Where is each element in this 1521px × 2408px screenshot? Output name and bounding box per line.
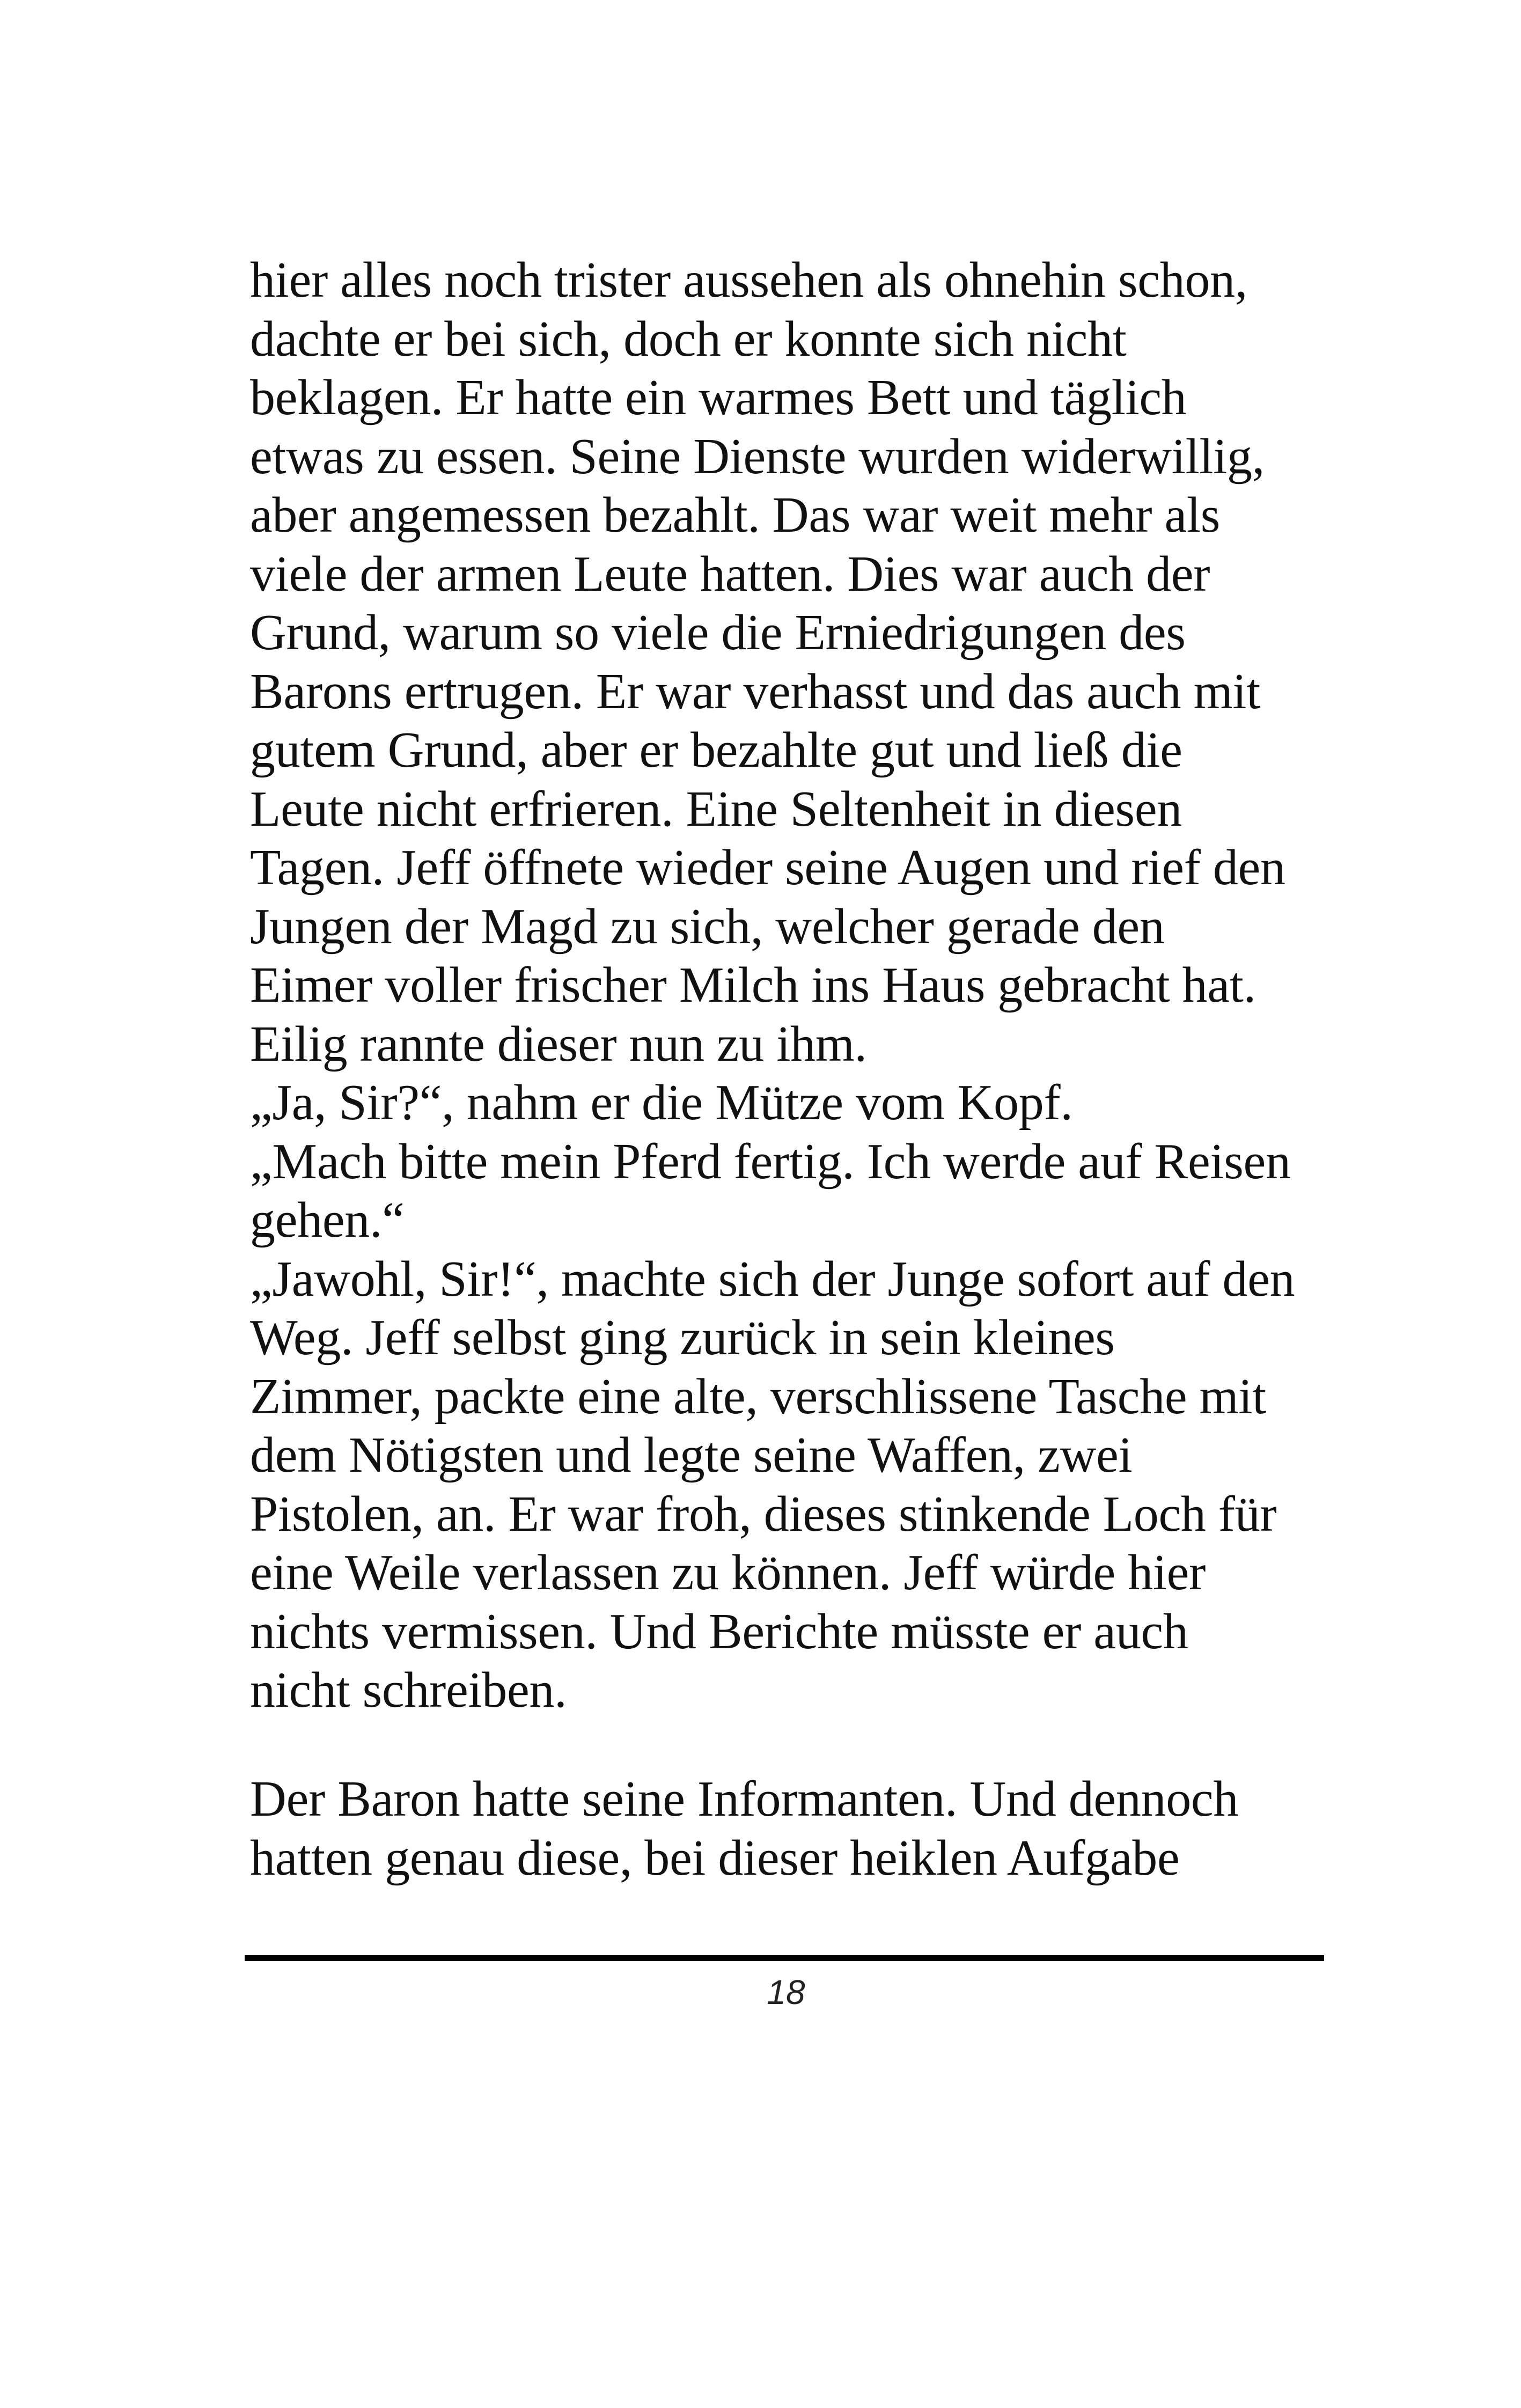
footer-divider [245,1955,1324,1961]
text-line: „Ja, Sir?“, nahm er die Mütze vom Kopf. [250,1075,1073,1130]
paragraph-1 [250,251,1377,1720]
paragraph-2 [250,1770,1377,1888]
text-line: Eilig rannte dieser nun zu ihm. [250,1016,867,1072]
text-line: viele der armen Leute hatten. Dies war auch der [250,546,1210,602]
text-line: nicht schreiben. [250,1662,567,1718]
text-line: „Jawohl, Sir!“, machte sich der Junge sofort auf den [250,1251,1295,1307]
text-line: hatten genau diese, bei dieser heiklen Aufgabe [250,1830,1180,1886]
text-line: Leute nicht erfrieren. Eine Seltenheit in diesen [250,781,1182,837]
text-line: eine Weile verlassen zu können. Jeff würde hier [250,1545,1206,1601]
text-line: Pistolen, an. Er war froh, dieses stinkende Loch für [250,1486,1277,1542]
text-line: etwas zu essen. Seine Dienste wurden widerwillig, [250,428,1265,484]
text-line: Der Baron hatte seine Informanten. Und dennoch [250,1771,1239,1827]
text-line: nichts vermissen. Und Berichte müsste er auch [250,1603,1188,1660]
text-line: Grund, warum so viele die Erniedrigungen des [250,605,1186,660]
text-line: Tagen. Jeff öffnete wieder seine Augen und rief den [250,840,1285,895]
text-line: gutem Grund, aber er bezahlte gut und ließ die [250,722,1182,778]
text-line: Zimmer, packte eine alte, verschlissene Tasche mit [250,1368,1266,1425]
text-line: gehen.“ [250,1192,405,1248]
page-number: 18 [767,1973,805,2011]
text-line: dem Nötigsten und legte seine Waffen, zwei [250,1427,1133,1483]
text-line: „Mach bitte mein Pferd fertig. Ich werde auf Reisen [250,1133,1291,1190]
text-line: hier alles noch trister aussehen als ohnehin schon, [250,252,1247,308]
text-line: beklagen. Er hatte ein warmes Bett und täglich [250,370,1187,425]
text-line: Barons ertrugen. Er war verhasst und das auch mit [250,663,1261,720]
text-line: Jungen der Magd zu sich, welcher gerade den [250,898,1165,955]
text-line: Eimer voller frischer Milch ins Haus gebracht hat. [250,957,1256,1013]
text-line: Weg. Jeff selbst ging zurück in sein kleines [250,1310,1115,1365]
text-line: aber angemessen bezahlt. Das war weit mehr als [250,487,1221,543]
text-line: dachte er bei sich, doch er konnte sich nicht [250,311,1127,367]
